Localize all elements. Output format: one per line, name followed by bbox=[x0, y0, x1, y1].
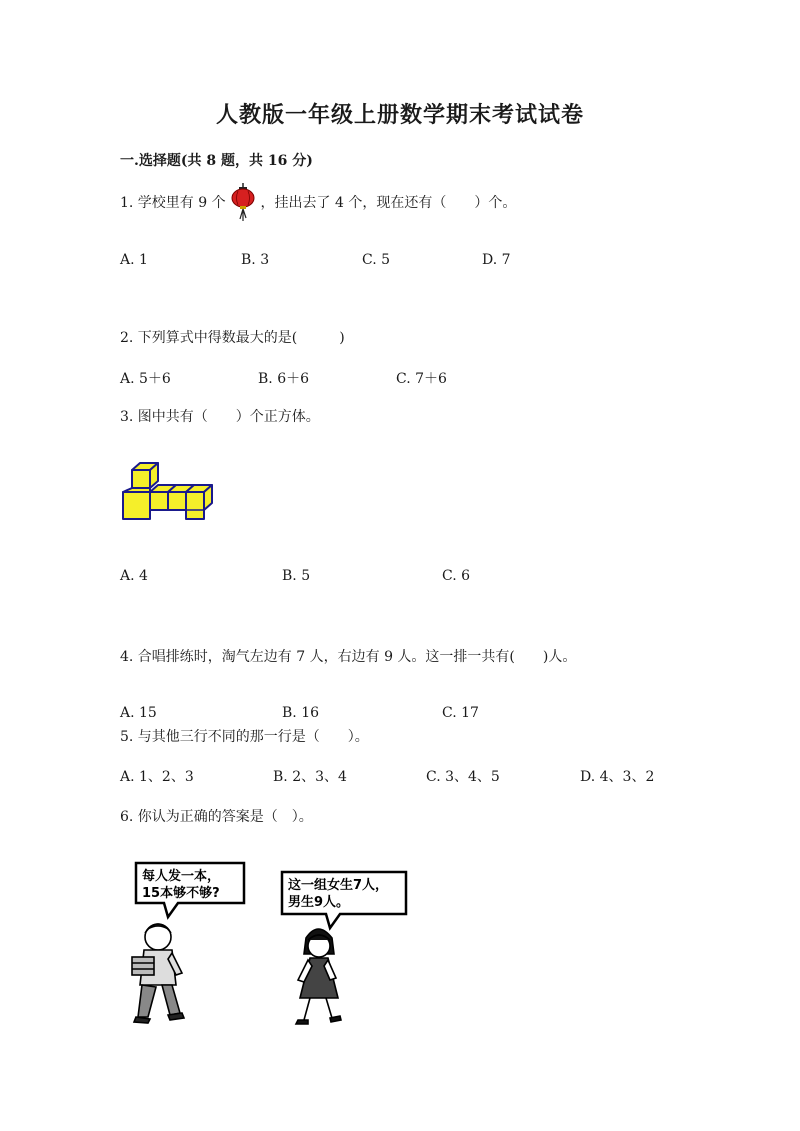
question-3: 3. 图中共有（ ）个正方体。 bbox=[120, 409, 320, 425]
q1-option-b[interactable]: B. 3 bbox=[241, 252, 270, 268]
boy-bubble-line-2: 15本够不够? bbox=[142, 886, 220, 901]
page-title: 人教版一年级上册数学期末考试试卷 bbox=[215, 102, 584, 128]
question-5: 5. 与其他三行不同的那一行是（ ）。 bbox=[120, 729, 369, 745]
q3-option-c[interactable]: C. 6 bbox=[442, 568, 471, 584]
question-1-text-post: ，挂出去了 4 个，现在还有（ ）个。 bbox=[260, 195, 517, 211]
q3-option-a[interactable]: A. 4 bbox=[120, 568, 148, 584]
question-1-text-pre: 1. 学校里有 9 个 bbox=[120, 195, 226, 211]
q4-option-b[interactable]: B. 16 bbox=[282, 705, 320, 721]
q1-option-d[interactable]: D. 7 bbox=[482, 252, 511, 268]
question-6: 6. 你认为正确的答案是（ ）。 bbox=[120, 809, 313, 825]
q2-option-b[interactable]: B. 6＋6 bbox=[258, 371, 310, 387]
boy-bubble-line-1: 每人发一本， bbox=[142, 869, 221, 884]
q5-option-c[interactable]: C. 3、4、5 bbox=[426, 769, 500, 785]
q5-option-a[interactable]: A. 1、2、3 bbox=[120, 769, 194, 785]
cubes-figure bbox=[120, 460, 230, 530]
q1-option-a[interactable]: A. 1 bbox=[120, 252, 148, 268]
girl-bubble-line-2: 男生9人。 bbox=[288, 895, 350, 910]
q1-option-c[interactable]: C. 5 bbox=[362, 252, 391, 268]
girl-illustration bbox=[278, 868, 428, 1033]
boy-illustration bbox=[118, 855, 268, 1030]
girl-bubble-line-1: 这一组女生7人， bbox=[288, 878, 389, 893]
q5-option-b[interactable]: B. 2、3、4 bbox=[273, 769, 347, 785]
q5-option-d[interactable]: D. 4、3、2 bbox=[580, 769, 655, 785]
lantern-icon bbox=[230, 193, 256, 207]
q4-option-c[interactable]: C. 17 bbox=[442, 705, 479, 721]
question-4: 4. 合唱排练时，淘气左边有 7 人，右边有 9 人。这一排一共有( )人。 bbox=[120, 649, 577, 665]
q2-option-a[interactable]: A. 5＋6 bbox=[120, 371, 171, 387]
q4-option-a[interactable]: A. 15 bbox=[120, 705, 157, 721]
question-1 bbox=[120, 192, 516, 212]
question-2: 2. 下列算式中得数最大的是( ) bbox=[120, 330, 345, 346]
section-heading: 一.选择题(共 8 题，共 16 分) bbox=[120, 153, 313, 169]
q3-option-b[interactable]: B. 5 bbox=[282, 568, 311, 584]
q2-option-c[interactable]: C. 7＋6 bbox=[396, 371, 447, 387]
